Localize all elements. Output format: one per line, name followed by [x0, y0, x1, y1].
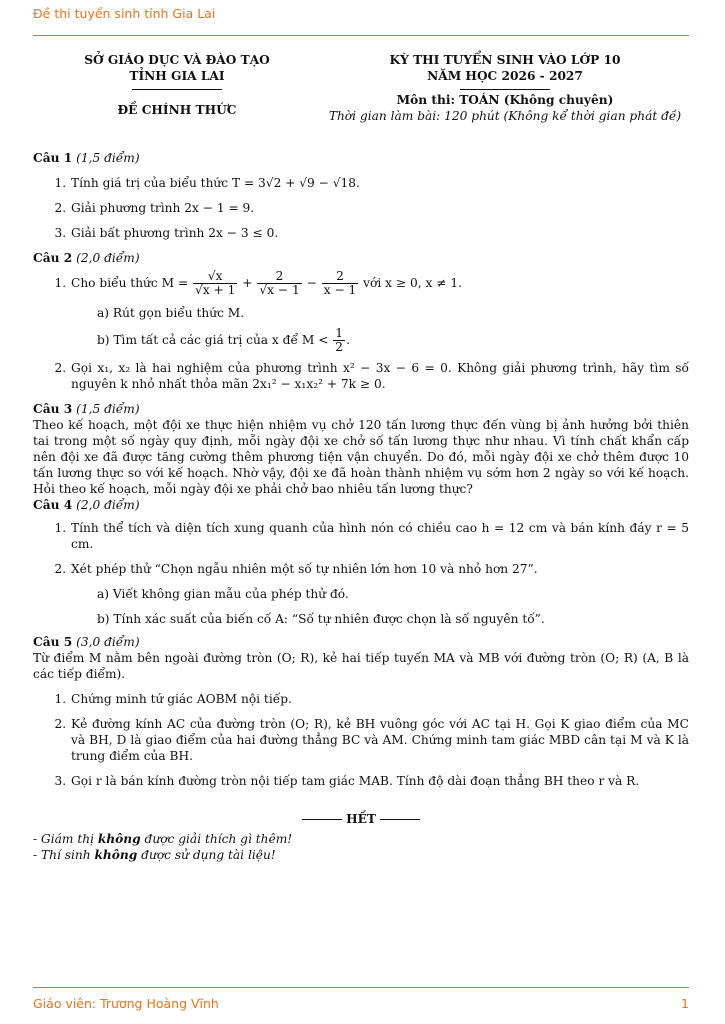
q1-item-3: 3. Giải bất phương trình 2x − 3 ≤ 0.	[70, 225, 689, 241]
q4-sub-a: a) Viết không gian mẫu của phép thử đó.	[97, 587, 349, 601]
header-rule	[33, 35, 689, 36]
question-5-items	[33, 691, 689, 789]
q5-item-1: 1. Chứng minh tứ giác AOBM nội tiếp.	[70, 691, 689, 707]
q2-sub-a: a) Rút gọn biểu thức M.	[97, 306, 245, 320]
q1-item-2: 2. Giải phương trình 2x − 1 = 9.	[70, 200, 689, 216]
fraction-3: $\frac{2}{x - 1}$	[323, 269, 357, 297]
q5-item-2: 2. Kẻ đường kính AC của đường tròn (O; R), kẻ BH vuông góc với AC tại H. Gọi K giao điểm của MC và BH, D là giao điểm của hai đường thẳng BC và AM. Chứng minh tam giác MBD cân tại M và K là trung điểm của BH.	[70, 716, 689, 764]
question-2-items	[33, 270, 689, 392]
fraction-half: $\frac{1}{2}$	[335, 326, 344, 354]
running-header: Đề thi tuyển sinh tỉnh Gia Lai	[33, 6, 216, 21]
exam-title: KỲ THI TUYỂN SINH VÀO LỚP 10	[389, 53, 621, 67]
question-2-heading: Câu 2 (2,0 điểm)	[33, 251, 140, 265]
note-2: - Thí sinh không được sử dụng tài liệu!	[33, 848, 276, 862]
school-year: NĂM HỌC 2026 - 2027	[427, 69, 583, 83]
question-4-items	[33, 520, 689, 627]
q5-item-3: 3. Gọi r là bán kính đường tròn nội tiếp tam giác MAB. Tính độ dài đoạn thẳng BH theo r và R.	[70, 773, 689, 789]
header-underline-right	[460, 89, 550, 90]
department-name: SỞ GIÁO DỤC VÀ ĐÀO TẠO	[84, 53, 270, 67]
question-1-items	[33, 175, 689, 241]
q2-item-1: 1. Cho biểu thức M = $\frac{√x}{√x + 1}$ + $\frac{2}{√x - 1}$ − $\frac{2}{x - 1}$ với x ≥ 0, x ≠ 1. a) Rút gọn biểu thức M. b) Tìm tất cả các giá trị của x để M < $\frac{1}{2}$ .	[70, 270, 689, 354]
question-5-intro: Từ điểm M nằm bên ngoài đường tròn (O; R), kẻ hai tiếp tuyến MA và MB với đường tròn (O; R) (A, B là các tiếp điểm).	[33, 651, 689, 681]
q4-item-1: 1. Tính thể tích và diện tích xung quanh của hình nón có chiều cao h = 12 cm và bán kính đáy r = 5 cm.	[70, 520, 689, 552]
official-label: ĐỀ CHÍNH THỨC	[117, 103, 237, 117]
header-underline-left	[132, 89, 222, 90]
q2-item-2: 2. Gọi x₁, x₂ là hai nghiệm của phương trình x² − 3x − 6 = 0. Không giải phương trình, hãy tìm số nguyên k nhỏ nhất thỏa mãn 2x₁² − x₁x₂² + 7k ≥ 0.	[70, 360, 689, 392]
exam-body	[33, 52, 689, 863]
question-1-heading: Câu 1 (1,5 điểm)	[33, 151, 140, 165]
q2-sub-b: b) Tìm tất cả các giá trị của x để M < $\frac{1}{2}$ .	[97, 326, 350, 354]
footer-rule	[33, 987, 689, 988]
question-3-heading: Câu 3 (1,5 điểm)	[33, 402, 140, 416]
end-mark: HẾT	[33, 811, 689, 827]
notes	[33, 831, 689, 863]
question-3-text: Theo kế hoạch, một đội xe thực hiện nhiệm vụ chở 120 tấn lương thực đến vùng bị ảnh hưởng bởi thiên tai trong một số ngày quy định, mỗi ngày đội xe chở số tấn lương thực như nhau. Vì tính chất khẩn cấp nên đội xe đã được tăng cường thêm phương tiện vận chuyển. Do đó, mỗi ngày đội xe chở thêm được 10 tấn lương thực so với kế hoạch. Nhờ vậy, đội xe đã hoàn thành nhiệm vụ sớm hơn 2 ngày so với kế hoạch. Hỏi theo kế hoạch, mỗi ngày đội xe phải chở bao nhiêu tấn lương thực?	[33, 418, 689, 496]
q1-item-1: 1. Tính giá trị của biểu thức T = 3√2 + √9 − √18.	[70, 175, 689, 191]
time-line: Thời gian làm bài: 120 phút (Không kể thời gian phát đề)	[328, 109, 682, 123]
page-number: 1	[681, 996, 689, 1011]
fraction-2: $\frac{2}{√x - 1}$	[259, 269, 300, 297]
exam-header	[33, 52, 689, 144]
question-5-heading: Câu 5 (3,0 điểm)	[33, 635, 140, 649]
province-name: TỈNH GIA LAI	[129, 69, 225, 83]
q4-sub-b: b) Tính xác suất của biến cố A: “Số tự nhiên được chọn là số nguyên tố”.	[97, 612, 545, 626]
note-1: - Giám thị không được giải thích gì thêm!	[33, 832, 293, 846]
footer-teacher: Giáo viên: Trương Hoàng Vĩnh	[33, 996, 219, 1011]
fraction-1: $\frac{√x}{√x + 1}$	[195, 269, 236, 297]
question-4-heading: Câu 4 (2,0 điểm)	[33, 498, 140, 512]
q4-item-2: 2. Xét phép thử “Chọn ngẫu nhiên một số tự nhiên lớn hơn 10 và nhỏ hơn 27”. a) Viết không gian mẫu của phép thử đó. b) Tính xác suất của biến cố A: “Số tự nhiên được chọn là số nguyên tố”.	[70, 561, 689, 627]
subject-line: Môn thi: TOÁN (Không chuyên)	[396, 93, 614, 107]
